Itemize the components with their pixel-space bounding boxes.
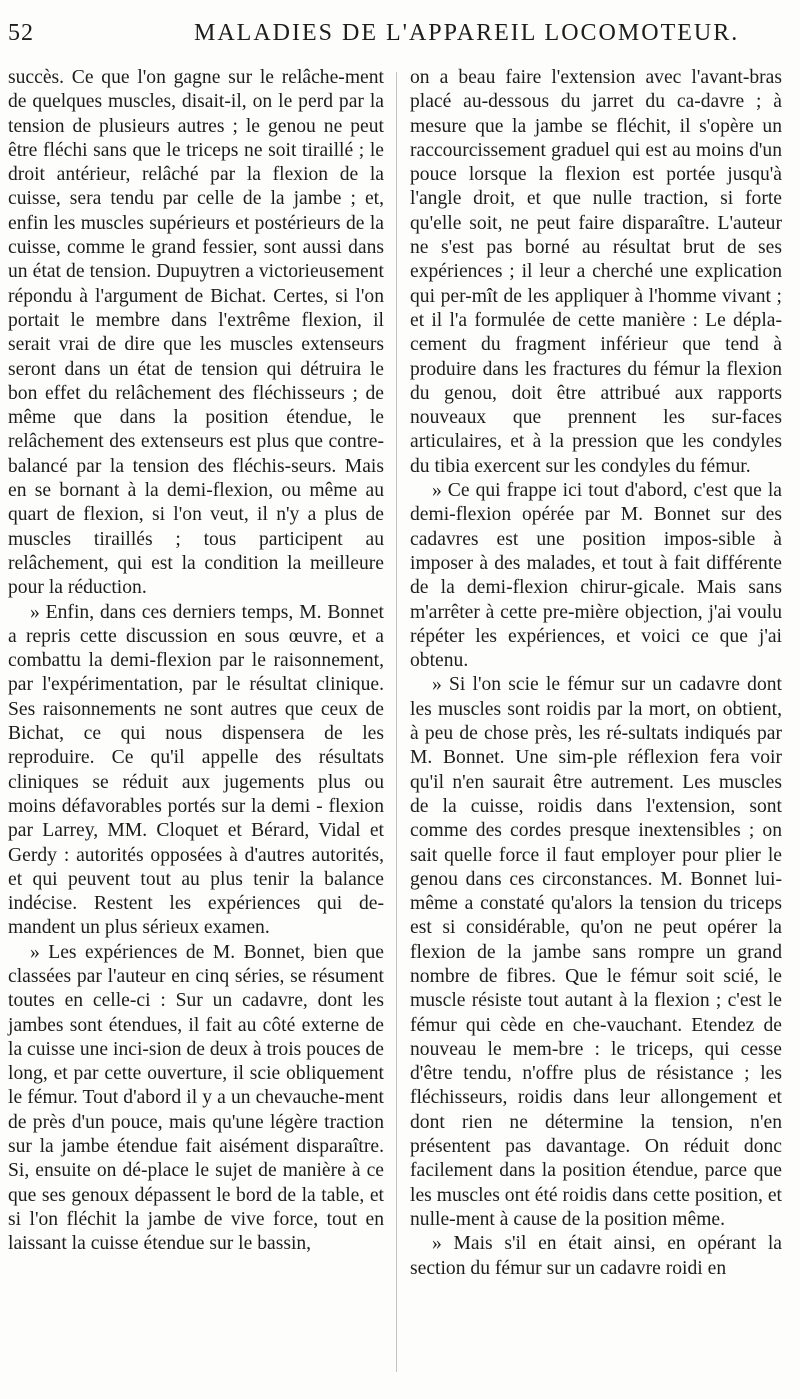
page-number: 52 [8,20,34,46]
left-paragraph-1: succès. Ce que l'on gagne sur le relâche-ment de quelques muscles, disait-il, on le perd par la tension de plusieurs autres ; le genou ne peut être fléchi sans que le triceps ne soit tiraillé ; le droit antérieur, relâché par la flexion de la cuisse, sera tendu par celle de la jambe ; et, enfin les muscles supérieurs et postérieurs de la cuisse, comme le grand fessier, sont aussi dans un état de tension. Dupuytren a victorieusement répondu à l'argument de Bichat. Certes, si l'on portait le membre dans l'extrême flexion, il serait vrai de dire que les muscles extenseurs seront dans un état de tension qui détruira le bon effet du relâchement des fléchisseurs ; de même que dans la position étendue, le relâchement des extenseurs est plus que contre-balancé par la tension des fléchis-seurs. Mais en se bornant à la demi-flexion, ou même au quart de flexion, si l'on veut, il n'y a plus de muscles tiraillés ; tous participent au relâchement, qui est la condition la meilleure pour la réduction. [8,67,384,599]
right-paragraph-3: » Si l'on scie le fémur sur un cadavre dont les muscles sont roidis par la mort, on obtient, à peu de chose près, les ré-sultats indiqués par M. Bonnet. Une sim-ple réflexion fera voir qu'il n'en saurait être autrement. Les muscles de la cuisse, roidis dans l'extension, sont comme des cordes presque inextensibles ; on sait quelle force il faut employer pour plier le genou dans ces circonstances. M. Bonnet lui-même a constaté qu'alors la tension du triceps est si considérable, qu'on ne peut opérer la flexion de la jambe sans rompre un grand nombre de fibres. Que le fémur soit scié, le muscle résiste tout autant à la flexion ; c'est le fémur qui cède en che-vauchant. Etendez de nouveau le mem-bre : le triceps, qui cesse d'être tendu, n'offre plus de résistance ; les fléchisseurs, roidis dans leur allongement et dont rien ne détermine la tension, n'en présentent pas davantage. On réduit donc facilement dans la position étendue, parce que les muscles ont été roidis dans cette position, et nulle-ment à cause de la position même. [410,674,782,1230]
right-paragraph-2: » Ce qui frappe ici tout d'abord, c'est que la demi-flexion opérée par M. Bonnet sur des cadavres est une position impos-sible à imposer à des malades, et tout à fait différente de la demi-flexion chirur-gicale. Mais sans m'arrêter à cette pre-mière objection, j'ai voulu répéter les expériences, et voici ce que j'ai obtenu. [410,480,782,672]
right-paragraph-1: on a beau faire l'extension avec l'avant-bras placé au-dessous du jarret du ca-davre ; à mesure que la jambe se fléchit, il s'opère un raccourcissement graduel qui est au moins d'un pouce lorsque la flexion est portée jusqu'à l'angle droit, et que nulle traction, si forte qu'elle soit, ne peut faire disparaître. L'auteur ne s'est pas borné au résultat brut de ses expériences ; il leur a cherché une explication qui per-mît de les appliquer à l'homme vivant ; et il l'a formulée de cette manière : Le dépla-cement du fragment inférieur que tend à produire dans les fractures du fémur la flexion du genou, doit être attribué aux rapports nouveaux que prennent les sur-faces articulaires, et à la pression que les condyles du tibia exercent sur les condyles du fémur. [410,67,782,477]
left-column [8,66,384,1257]
running-title: MALADIES DE L'APPAREIL LOCOMOTEUR. [194,20,740,46]
right-paragraph-4: » Mais s'il en était ainsi, en opérant la section du fémur sur un cadavre roidi en [410,1233,782,1279]
running-head [8,14,784,54]
left-paragraph-3: » Les expériences de M. Bonnet, bien que classées par l'auteur en cinq séries, se résument toutes en celle-ci : Sur un cadavre, dont les jambes sont étendues, il fait au côté externe de la cuisse une inci-sion de deux à trois pouces de long, et par cette ouverture, il scie obliquement le fémur. Tout d'abord il y a un chevauche-ment de près d'un pouce, mais qu'une légère traction sur la jambe étendue fait aisément disparaître. Si, ensuite on dé-place le sujet de manière à ce que ses genoux dépassent le bord de la table, et si l'on fléchit la jambe de vive force, tout en laissant la cuisse étendue sur le bassin, [8,941,384,1255]
right-column [410,66,782,1281]
column-divider [396,72,397,1372]
left-paragraph-2: » Enfin, dans ces derniers temps, M. Bonnet a repris cette discussion en sous œuvre, et a combattu la demi-flexion par le raisonnement, par l'expérimentation, par le résultat clinique. Ses raisonnements ne sont autres que ceux de Bichat, ce qui nous dispensera de les reproduire. Ce qu'il appelle des résultats cliniques se réduit aux jugements plus ou moins défavorables portés sur la demi - flexion par Larrey, MM. Cloquet et Bérard, Vidal et Gerdy : autorités opposées à d'autres autorités, et qui peuvent tout au plus tenir la balance indécise. Restent les expériences qui de-mandent un plus sérieux examen. [8,601,384,939]
